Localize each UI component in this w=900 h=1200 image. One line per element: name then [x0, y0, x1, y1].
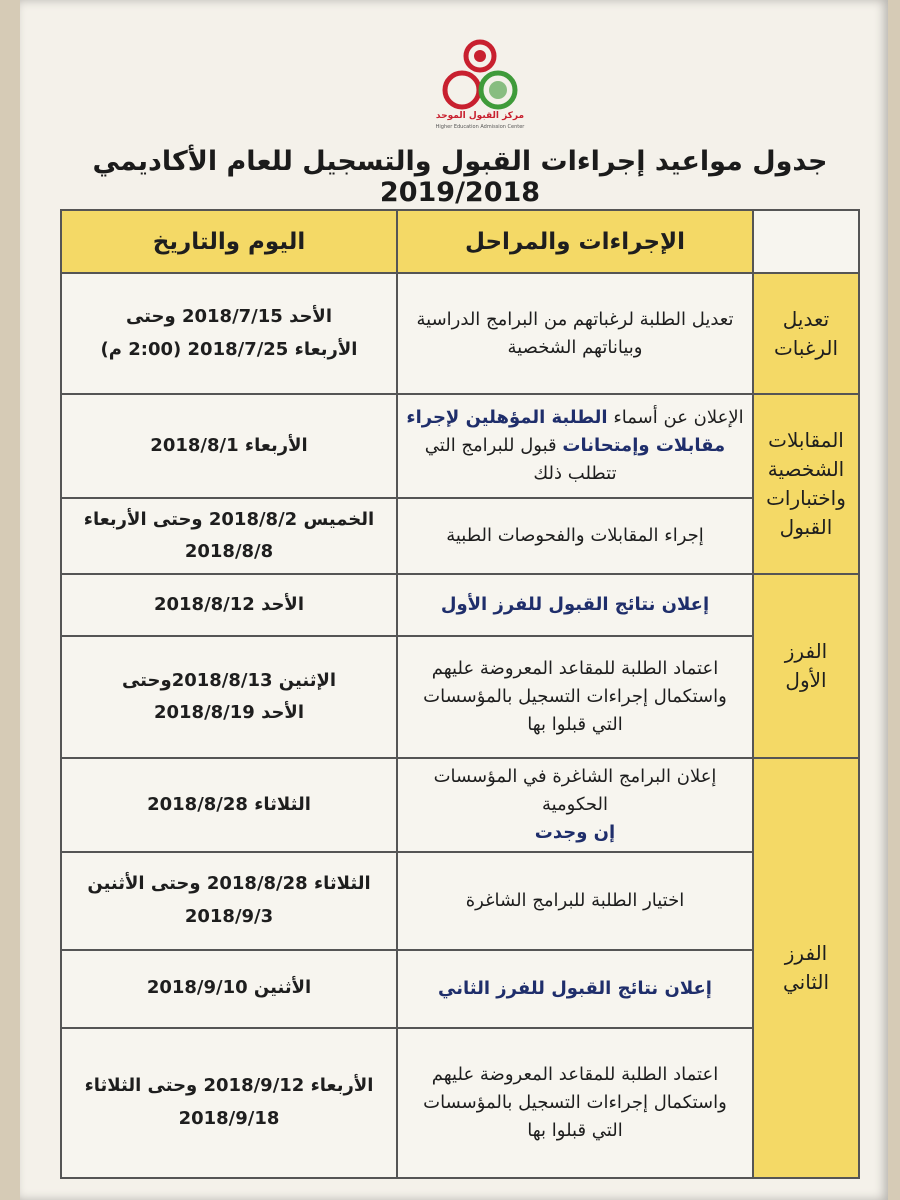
- procedure-cell: [397, 950, 753, 1028]
- logo-caption-ar: مركز القبول الموحد: [435, 111, 525, 121]
- procedure-cell: اختيار الطلبة للبرامج الشاغرة: [397, 852, 753, 950]
- procedure-highlight: الطلبة المؤهلين لإجراء مقابلات وإمتحانات: [406, 407, 726, 457]
- procedure-cell: اعتماد الطلبة للمقاعد المعروضة عليهم واستكمال إجراءات التسجيل بالمؤسسات التي قبلوا بها: [397, 1028, 753, 1178]
- procedure-highlight: إعلان نتائج القبول للفرز الأول: [440, 594, 710, 616]
- phase-interviews: المقابلات الشخصية واختبارات القبول: [753, 394, 859, 574]
- phase-second-sorting: الفرز الثاني: [753, 758, 859, 1178]
- date-cell: [61, 950, 397, 1028]
- date-cell: [61, 1028, 397, 1178]
- procedure-cell: [397, 758, 753, 852]
- procedure-text: إعلان البرامج الشاغرة في المؤسسات الحكومية: [433, 766, 717, 815]
- date-cell: [61, 574, 397, 636]
- date-line: الثلاثاء 2018/8/28: [147, 793, 311, 815]
- table-header-row: [61, 210, 859, 273]
- date-line: الخميس 2018/8/2 وحتى الأربعاء: [83, 508, 375, 530]
- table-row: [61, 273, 859, 394]
- date-line: الأحد 2018/8/12: [153, 593, 305, 615]
- date-line: الأربعاء 2018/9/12 وحتى الثلاثاء: [84, 1075, 374, 1097]
- table-row: [61, 1028, 859, 1178]
- table-row: [61, 574, 859, 636]
- procedure-cell: إجراء المقابلات والفحوصات الطبية: [397, 498, 753, 574]
- date-line: الأربعاء 2018/8/1: [150, 434, 308, 456]
- procedure-cell: [397, 394, 753, 498]
- date-line: الثلاثاء 2018/8/28 وحتى الأثنين: [87, 873, 371, 895]
- table-row: [61, 498, 859, 574]
- schedule-table: [60, 209, 860, 1179]
- date-line: 2018/8/8: [184, 541, 274, 562]
- date-line: الإثنين 2018/8/13وحتى: [121, 669, 337, 691]
- table-row: [61, 950, 859, 1028]
- header-procedures: الإجراءات والمراحل: [397, 210, 753, 273]
- admission-center-logo: [430, 38, 530, 138]
- header-date: اليوم والتاريخ: [61, 210, 397, 273]
- date-cell: [61, 394, 397, 498]
- procedure-highlight: إن وجدت: [534, 821, 616, 843]
- date-line: الأربعاء 2018/7/25 (2:00 م): [100, 338, 358, 360]
- procedure-cell: تعديل الطلبة لرغباتهم من البرامج الدراسية وبياناتهم الشخصية: [397, 273, 753, 394]
- phase-first-sorting: الفرز الأول: [753, 574, 859, 758]
- date-cell: [61, 636, 397, 758]
- table-row: [61, 758, 859, 852]
- date-line: الأحد 2018/7/15 وحتى: [125, 306, 333, 328]
- date-cell: [61, 758, 397, 852]
- date-cell: [61, 852, 397, 950]
- procedure-cell: اعتماد الطلبة للمقاعد المعروضة عليهم واستكمال إجراءات التسجيل بالمؤسسات التي قبلوا بها: [397, 636, 753, 758]
- table-row: [61, 852, 859, 950]
- phase-edit-preferences: تعديل الرغبات: [753, 273, 859, 394]
- date-cell: [61, 498, 397, 574]
- logo-caption-en: Higher Education Admission Center: [435, 124, 525, 130]
- date-line: 2018/9/18: [178, 1107, 280, 1129]
- date-line: 2018/9/3: [184, 905, 274, 927]
- date-line: الأحد 2018/8/19: [153, 702, 305, 723]
- procedure-text: قبول للبرامج التي تتطلب ذلك: [424, 435, 617, 484]
- procedure-cell: [397, 574, 753, 636]
- header-empty-cell: [753, 210, 859, 273]
- table-row: [61, 394, 859, 498]
- date-cell: [61, 273, 397, 394]
- procedure-highlight: إعلان نتائج القبول للفرز الثاني: [438, 977, 712, 999]
- page-title: جدول مواعيد إجراءات القبول والتسجيل للعام الأكاديمي 2019/2018: [92, 146, 828, 208]
- procedure-text: الإعلان عن أسماء: [613, 407, 744, 429]
- date-line: الأثنين 2018/9/10: [146, 977, 312, 999]
- table-row: [61, 636, 859, 758]
